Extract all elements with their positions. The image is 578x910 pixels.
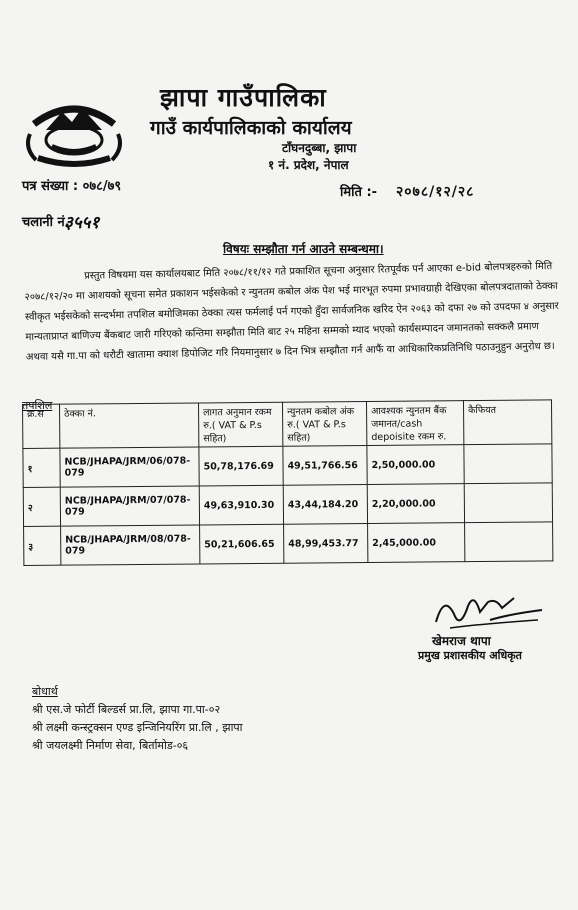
col-contract-no: ठेक्का नं. xyxy=(60,403,199,448)
cell-remarks xyxy=(464,483,552,523)
cell-sn: १ xyxy=(23,448,60,487)
letter-body xyxy=(24,257,560,368)
table-row xyxy=(23,483,552,527)
col-bank-guarantee: आवश्यक न्युनतम बैंक जमानत/cash depoisite रकम रु. xyxy=(366,401,463,446)
dispatch-number-label: चलानी नं. xyxy=(22,215,70,230)
cell-lowest-bid: 43,44,184.20 xyxy=(283,484,367,524)
cell-contract-no: NCB/JHAPA/JRM/06/078-079 xyxy=(60,447,199,487)
cell-sn: २ xyxy=(23,487,60,526)
table-row xyxy=(24,522,553,566)
letter-date: २०७८/१२/२८ xyxy=(396,184,475,200)
cell-bank-guarantee: 2,20,000.00 xyxy=(367,484,464,524)
cc-item: श्री जयलक्ष्मी निर्माण सेवा, बिर्तामोड-०६ xyxy=(32,739,189,752)
signatory-name: खेमराज थापा xyxy=(432,634,491,648)
contract-table xyxy=(22,399,553,566)
cell-lowest-bid: 48,99,453.77 xyxy=(284,523,368,563)
letter-subject: विषयः सम्झौता गर्न आउने सम्बन्धमा। xyxy=(223,242,384,256)
cell-cost-estimate: 49,63,910.30 xyxy=(199,485,283,525)
cell-cost-estimate: 50,78,176.69 xyxy=(199,446,283,486)
cell-bank-guarantee: 2,50,000.00 xyxy=(367,445,464,485)
cell-lowest-bid: 49,51,766.56 xyxy=(283,445,367,485)
cc-item: श्री लक्ष्मी कन्स्ट्रक्सन एण्ड इन्जिनियरिंग प्रा.लि , झापा xyxy=(32,721,243,734)
details-label: तपशिल xyxy=(22,399,53,412)
cell-sn: ३ xyxy=(24,526,61,565)
nepal-government-emblem xyxy=(24,90,124,172)
cell-bank-guarantee: 2,45,000.00 xyxy=(368,523,465,563)
date-label: मिति :- xyxy=(340,185,378,200)
cell-remarks xyxy=(464,444,552,484)
letter-reference-number: पत्र संख्या : ०७८/७९ xyxy=(22,179,122,194)
col-remarks: कैफियत xyxy=(463,400,551,445)
office-address-line2: १ नं. प्रदेश, नेपाल xyxy=(268,158,349,172)
table-row xyxy=(23,444,552,488)
col-lowest-bid: न्युनतम कबोल अंक रु.( VAT & P.s सहित) xyxy=(282,401,366,446)
cell-cost-estimate: 50,21,606.65 xyxy=(200,524,284,564)
col-sn: क्र.स xyxy=(23,404,60,448)
letter-body-text: प्रस्तुत विषयमा यस कार्यालयबाट मिति २०७८/११/१२ गते प्रकाशित सूचना अनुसार रितपूर्वक पर्न आएका e-bid बोलपत्रहरुको मिति २०७८/१२/२० मा आशयको सूचना समेत प्रकाशन भईसकेको र न्युनतम कबोल अंक पेश भई मारभूत रुपमा प्रभावग्राही देखिएका बोलपत्रदाताको ठेक्का स्वीकृत भईसकेको सन्दर्भमा तपशिल बमोजिमका ठेक्का त्यस फर्मलाई पर्न गएको हुँदा सार्वजनिक खरिद ऐन २०६३ को दफा २७ को उपदफा ४ अनुसार मान्यताप्राप्त बाणिज्य बैंकबाट जारी गरिएको कन्तिमा सम्झौता मिति बाट २५ महिना सम्मको म्याद भएको कार्यसम्पादन जमानतको सक्कलै प्रमाण अथवा यसै गा.पा को धरौटी खातामा क्याश डिपोजिट गरि नियमानुसार ७ दिन भित्र सम्झौता गर्न आफैं वा आधिकारिकप्रतिनिधि पठाउनुहुन अनुरोध छ। xyxy=(24,260,559,363)
office-address-line1: टाँघनदुब्बा, झापा xyxy=(282,141,357,155)
cell-remarks xyxy=(465,522,553,562)
office-subtitle: गाउँ कार्यपालिकाको कार्यालय xyxy=(150,117,352,139)
col-cost-estimate: लागत अनुमान रकम रु.( VAT & P.s सहित) xyxy=(198,402,282,447)
cc-item: श्री एस.जे फोर्टी बिल्डर्स प्रा.लि, झापा गा.पा-०२ xyxy=(32,703,221,716)
cell-contract-no: NCB/JHAPA/JRM/07/078-079 xyxy=(60,486,199,526)
table-header-row xyxy=(23,400,552,449)
dispatch-number: ३५५१ xyxy=(64,213,100,233)
cc-label: बोधार्थ xyxy=(32,685,58,698)
cell-contract-no: NCB/JHAPA/JRM/08/078-079 xyxy=(61,525,200,565)
office-title: झापा गाउँपालिका xyxy=(160,83,327,112)
signatory-title: प्रमुख प्रशासकीय अधिकृत xyxy=(418,649,522,662)
